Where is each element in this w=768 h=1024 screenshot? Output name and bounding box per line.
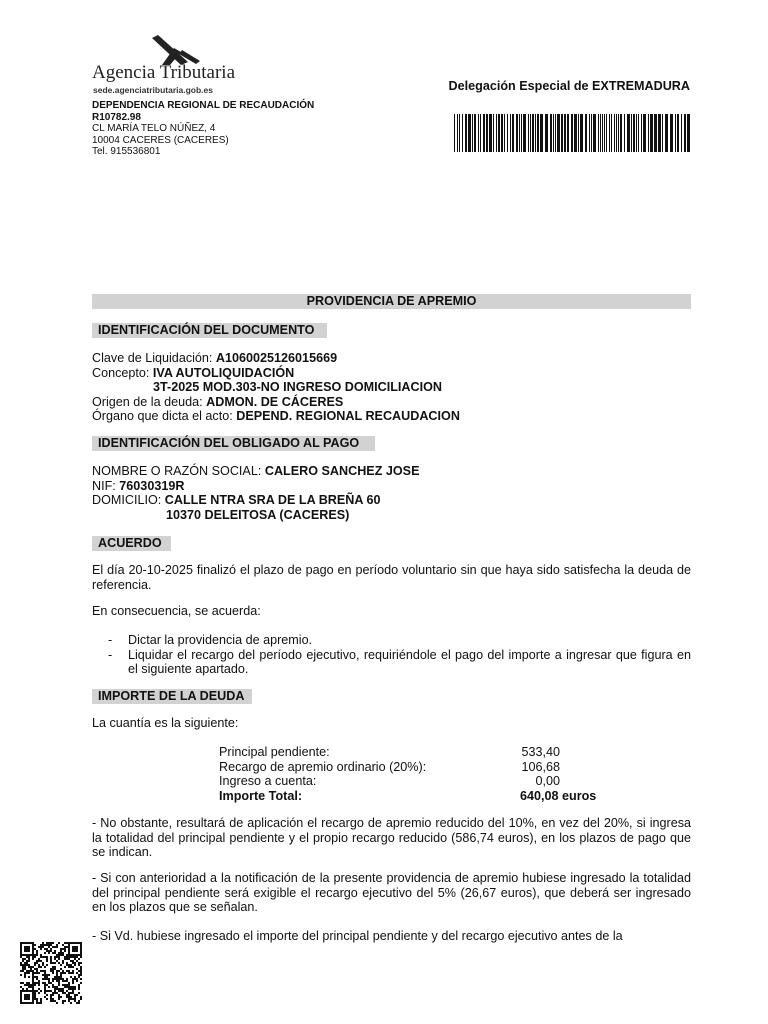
agreement-paragraph: El día 20-10-2025 finalizó el plazo de pago en período voluntario sin que haya sido satisfecha la deuda de referencia. [92, 563, 691, 592]
domicilio-value: CALLE NTRA SRA DE LA BREÑA 60 [164, 493, 381, 507]
organo-value: DEPEND. REGIONAL RECAUDACION [236, 409, 460, 423]
domicilio-line [92, 493, 381, 508]
nif-line [92, 479, 184, 494]
concepto-label: Concepto: [92, 365, 150, 380]
nif-value: 76030319R [119, 478, 185, 493]
agreement-item2: Liquidar el recargo del período ejecutivo, requiriéndole el pago del importe a ingresar que figura en el siguiente apartado. [128, 647, 691, 676]
dependency-name: DEPENDENCIA REGIONAL DE RECAUDACIÓN [92, 100, 315, 111]
debt-row-value: 533,40 [521, 745, 560, 759]
clave-value: A1060025126015669 [215, 351, 338, 365]
organo-line [92, 409, 460, 424]
origen-value: ADMON. DE CÁCERES [206, 394, 344, 409]
qr-code [20, 942, 82, 1004]
debt-row-value: 106,68 [521, 759, 560, 774]
debt-row-value: 0,00 [535, 774, 560, 788]
section-obligor-header: IDENTIFICACIÓN DEL OBLIGADO AL PAGO [92, 436, 375, 451]
section-identification-header: IDENTIFICACIÓN DEL DOCUMENTO [92, 323, 327, 338]
agency-logo-name: Agencia Tributaria [92, 62, 236, 83]
agreement-item1: Dictar la providencia de apremio. [128, 633, 313, 647]
section-agreement-header: ACUERDO [92, 536, 171, 551]
debt-row-label: Ingreso a cuenta: [219, 774, 317, 788]
dependency-address1: CL MARÍA TELO NÚÑEZ, 4 [92, 123, 216, 134]
debt-note-reduced: - No obstante, resultará de aplicación el recargo de apremio reducido del 10%, en vez del 20%, si ingresa la totalidad del principal pendiente y el propio recargo reducido (586,74 euros), en los plazos de pago que se indican. [92, 816, 691, 859]
agreement-item2-bullet: - [108, 647, 113, 662]
organo-label: Órgano que dicta el acto: [92, 409, 233, 423]
document-title: PROVIDENCIA DE APREMIO [92, 294, 691, 309]
debt-total-label: Importe Total: [219, 788, 303, 803]
concepto-line [92, 366, 294, 381]
debt-row-label: Recargo de apremio ordinario (20%): [219, 759, 427, 774]
domicilio-value-2: 10370 DELEITOSA (CACERES) [166, 507, 350, 522]
concepto-value-2: 3T-2025 MOD.303-NO INGRESO DOMICILIACION [153, 380, 443, 394]
concepto-value: IVA AUTOLIQUIDACIÓN [152, 365, 295, 380]
origen-label: Origen de la deuda: [92, 394, 203, 409]
domicilio-label: DOMICILIO: [92, 493, 162, 507]
debt-note-prepaid: - Si Vd. hubiese ingresado el importe del principal pendiente y del recargo ejecutivo antes de la [92, 929, 623, 943]
section-debt-header: IMPORTE DE LA DEUDA [92, 689, 252, 704]
origen-line [92, 395, 343, 410]
dependency-address2: 10004 CACERES (CACERES) [92, 134, 229, 146]
obligor-name-line [92, 464, 420, 479]
agreement-item1-bullet: - [108, 633, 113, 647]
delegation-title: Delegación Especial de EXTREMADURA [448, 79, 690, 93]
dependency-phone: Tel. 915536801 [92, 146, 161, 157]
debt-intro: La cuantía es la siguiente: [92, 716, 239, 730]
obligor-name-label: NOMBRE O RAZÓN SOCIAL: [92, 464, 262, 478]
debt-note-executive: - Si con anterioridad a la notificación de la presente providencia de apremio hubiese ingresado la totalidad del principal pendiente será exigible el recargo ejecutivo del 5% (26,67 euros), que deberá ser ingresado en los plazos que se señalan. [92, 871, 691, 914]
clave-label: Clave de Liquidación: [92, 351, 213, 365]
clave-line [92, 351, 337, 366]
dependency-code: R10782.98 [92, 111, 141, 123]
debt-row-label: Principal pendiente: [219, 745, 330, 759]
obligor-name-value: CALERO SANCHEZ JOSE [264, 464, 420, 478]
agency-logo [92, 34, 252, 98]
dependency-block [92, 100, 314, 158]
debt-total-value: 640,08 euros [520, 788, 597, 803]
nif-label: NIF: [92, 478, 116, 493]
agency-url: sede.agenciatributaria.gob.es [93, 85, 213, 95]
agreement-consequence: En consecuencia, se acuerda: [92, 604, 261, 618]
barcode [454, 114, 690, 152]
